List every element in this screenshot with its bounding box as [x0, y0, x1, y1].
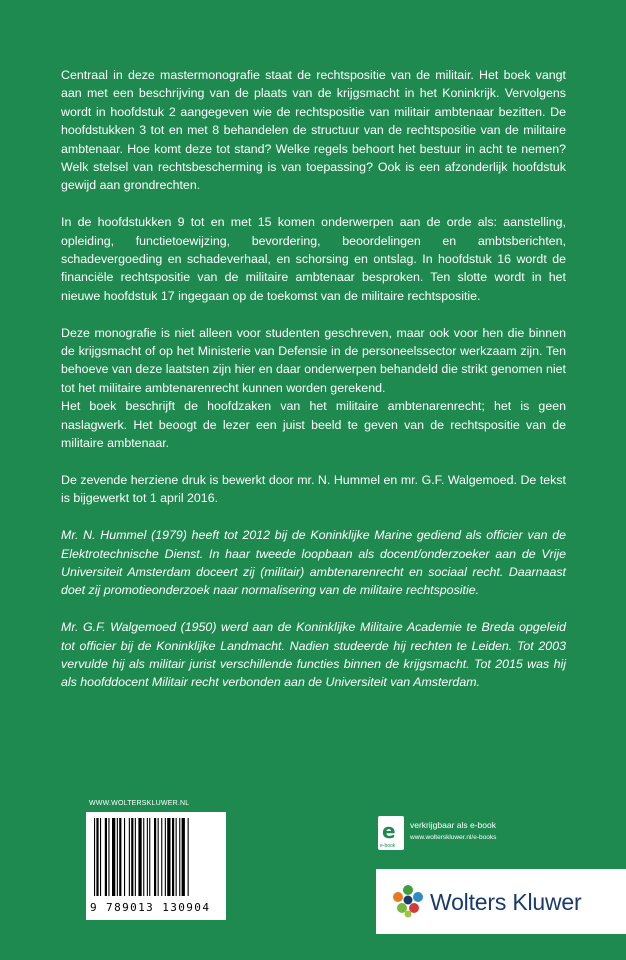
blurb-text — [61, 66, 566, 710]
ebook-icon-label: e-book — [380, 843, 396, 849]
publisher-name: Wolters Kluwer — [430, 889, 582, 915]
ebook-icon-letter: e — [382, 819, 396, 843]
blurb-paragraph-audience: Deze monografie is niet alleen voor studenten geschreven, maar ook voor hen die binnen de krijgsmacht of op het Ministerie van Defensie in de personeelssector werkzaam zijn. Ten behoeve van deze laatsten zijn hier en daar onderwerpen behandeld die strikt genomen niet tot het militaire ambtenarenrecht kunnen worden gerekend. — [61, 325, 566, 395]
blurb-paragraph-edition: De zevende herziene druk is bewerkt door mr. N. Hummel en mr. G.F. Walgemoed. De tekst is bijgewerkt tot 1 april 2016. — [61, 472, 566, 506]
blurb-paragraph-intro: Centraal in deze mastermonografie staat de rechtspositie van de militair. Het boek vangt aan met een beschrijving van de plaats van de krijgsmacht in het Koninkrijk. Vervolgens wordt in hoofdstuk 2 aangegeven wie de rechtspositie van militair ambtenaar bezitten. De hoofdstukken 3 tot en met 8 behandelen de structuur van de rechtspositie van de militaire ambtenaar. Hoe komt deze tot stand? Welke regels behoort het bestuur in acht te nemen? Welk stelsel van rechtsbescherming is van toepassing? Ook is een afzonderlijk hoofdstuk gewijd aan grondrechten. — [61, 68, 566, 193]
isbn-number: 9 789013 130904 — [90, 901, 211, 914]
ebook-title: verkrijgbaar als e-book — [410, 820, 496, 830]
barcode-bars — [94, 818, 218, 896]
publisher-url[interactable]: WWW.WOLTERSKLUWER.NL — [89, 800, 190, 807]
publisher-logo — [376, 869, 626, 934]
isbn-barcode — [86, 812, 226, 920]
blurb-paragraph-scope: Het boek beschrijft de hoofdzaken van het militaire ambtenarenrecht; het is geen naslagwerk. Het beoogt de lezer een juist beeld te geven van de rechtspositie van de militaire ambtenaar. — [61, 399, 566, 451]
wolters-kluwer-logo-icon — [392, 884, 424, 918]
blurb-paragraph-chapters: In de hoofdstukken 9 tot en met 15 komen onderwerpen aan de orde als: aanstelling, opleiding, functietoewijzing, bevordering, beoordelingen en ambtsberichten, schadevergoeding en schadeverhaal, en schorsing en ontslag. In hoofdstuk 16 wordt de financiële rechtspositie van de militaire ambtenaar besproken. Ten slotte wordt in het nieuwe hoofdstuk 17 ingegaan op de toekomst van de militaire rechtspositie. — [61, 215, 566, 303]
author-bio-hummel: Mr. N. Hummel (1979) heeft tot 2012 bij de Koninklijke Marine gediend als officier van de Elektrotechnische Dienst. In haar tweede loopbaan als docent/onderzoeker aan de Vrije Universiteit Amsterdam doceert zij (militair) ambtenarenrecht en sociaal recht. Daarnaast doet zij promotieonderzoek naar normalisering van de militaire rechtspositie. — [61, 528, 566, 598]
ebook-url[interactable]: www.wolterskluwer.nl/e-books — [410, 834, 497, 841]
author-bio-walgemoed: Mr. G.F. Walgemoed (1950) werd aan de Koninklijke Militaire Academie te Breda opgeleid tot officier bij de Koninklijke Landmacht. Nadien studeerde hij rechten te Leiden. Tot 2003 vervulde hij als militair jurist verschillende functies binnen de krijgsmacht. Tot 2015 was hij als hoofddocent Militair recht verbonden aan de Universiteit van Amsterdam. — [61, 620, 566, 690]
ebook-badge[interactable] — [378, 816, 598, 852]
ebook-icon — [378, 816, 404, 850]
